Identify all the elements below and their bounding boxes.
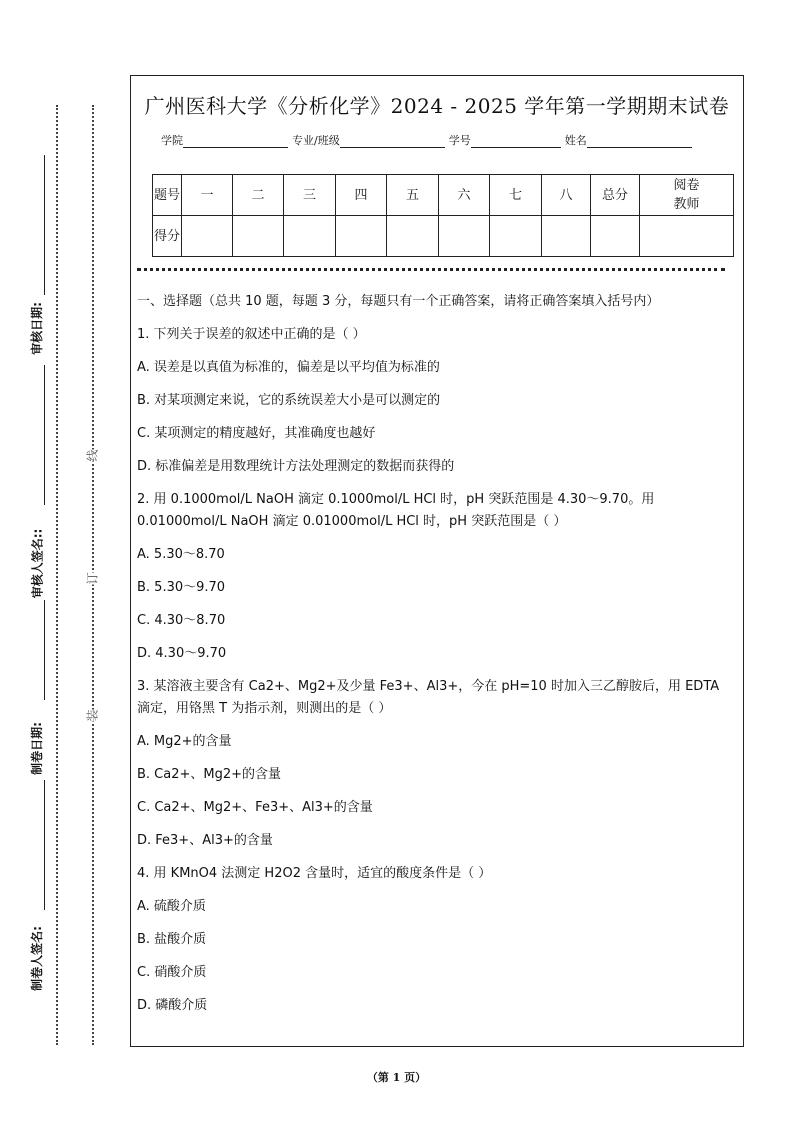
col-header: 阅卷教师 <box>640 175 734 216</box>
section-heading: 一、选择题（总共 10 题，每题 3 分，每题只有一个正确答案，请将正确答案填入括号内） <box>137 294 660 309</box>
col-header: 七 <box>490 175 542 216</box>
option: D. 4.30～9.70 <box>137 646 227 661</box>
student-info <box>161 132 696 148</box>
reviewer-sign-label: 审核人签名:: <box>30 528 45 599</box>
score-cell[interactable] <box>591 216 640 257</box>
option: B. 盐酸介质 <box>137 932 207 947</box>
binding-char: 装 <box>85 709 100 722</box>
option: A. 误差是以真值为标准的，偏差是以平均值为标准的 <box>137 360 440 375</box>
option: B. Ca2+、Mg2+的含量 <box>137 767 282 782</box>
col-header: 五 <box>387 175 439 216</box>
score-cell[interactable] <box>439 216 490 257</box>
questions <box>137 291 727 1028</box>
dotted-line <box>56 105 58 1045</box>
option: A. 硫酸介质 <box>137 899 206 914</box>
id-label: 学号 <box>448 134 471 147</box>
major-field[interactable] <box>340 135 445 148</box>
option: D. Fe3+、Al3+的含量 <box>137 833 273 848</box>
exam-title: 广州医科大学《分析化学》2024 - 2025 学年第一学期期末试卷 <box>144 94 730 118</box>
score-table <box>152 174 734 257</box>
question: 3. 某溶液主要含有 Ca2+、Mg2+及少量 Fe3+、Al3+，今在 pH=10 时加入三乙醇胺后，用 EDTA 滴定，用铬黑 T 为指示剂，则测出的是（ ） <box>137 679 720 716</box>
score-cell[interactable] <box>284 216 336 257</box>
col-header: 六 <box>439 175 490 216</box>
page-number: （第 1 页） <box>366 1071 427 1084</box>
major-label: 专业/班级 <box>292 134 340 147</box>
score-cell[interactable] <box>336 216 387 257</box>
exam-frame <box>130 75 744 1047</box>
sign-line <box>44 600 45 700</box>
score-cell[interactable] <box>387 216 439 257</box>
binding-char: 订 <box>85 572 100 585</box>
score-cell[interactable] <box>640 216 734 257</box>
question: 1. 下列关于误差的叙述中正确的是（ ） <box>137 327 366 342</box>
row-label: 得分 <box>153 216 182 257</box>
dotted-separator <box>137 268 725 271</box>
name-label: 姓名 <box>564 134 587 147</box>
option: C. Ca2+、Mg2+、Fe3+、Al3+的含量 <box>137 800 373 815</box>
col-header: 四 <box>336 175 387 216</box>
name-field[interactable] <box>587 135 692 148</box>
col-header: 一 <box>182 175 233 216</box>
college-label: 学院 <box>161 134 183 147</box>
col-header: 总分 <box>591 175 640 216</box>
question: 2. 用 0.1000mol/L NaOH 滴定 0.1000mol/L HCl 时，pH 突跃范围是 4.30～9.70。用 0.01000mol/L NaOH 滴定 0.01000mol/L HCl 时，pH 突跃范围是（ ） <box>137 492 655 529</box>
option: A. Mg2+的含量 <box>137 734 232 749</box>
college-field[interactable] <box>183 135 288 148</box>
row-label: 题号 <box>153 175 182 216</box>
sign-line <box>44 780 45 910</box>
binding-char: 线 <box>85 449 100 462</box>
option: C. 某项测定的精度越好，其准确度也越好 <box>137 426 376 441</box>
option: D. 磷酸介质 <box>137 998 208 1013</box>
option: C. 4.30～8.70 <box>137 613 226 628</box>
score-cell[interactable] <box>542 216 591 257</box>
col-header: 三 <box>284 175 336 216</box>
option: B. 5.30～9.70 <box>137 580 226 595</box>
score-cell[interactable] <box>490 216 542 257</box>
option: A. 5.30～8.70 <box>137 547 225 562</box>
sign-line <box>44 365 45 505</box>
question: 4. 用 KMnO4 法测定 H2O2 含量时，适宜的酸度条件是（ ） <box>137 866 492 881</box>
make-date-label: 制卷日期: <box>29 722 44 775</box>
review-date-label: 审核日期: <box>29 302 44 355</box>
option: C. 硝酸介质 <box>137 965 207 980</box>
option: B. 对某项测定来说，它的系统误差大小是可以测定的 <box>137 393 441 408</box>
maker-sign-label: 制卷人签名: <box>29 926 44 991</box>
col-header: 二 <box>233 175 284 216</box>
option: D. 标准偏差是用数理统计方法处理测定的数据而获得的 <box>137 459 455 474</box>
score-cell[interactable] <box>182 216 233 257</box>
col-header: 八 <box>542 175 591 216</box>
id-field[interactable] <box>471 135 561 148</box>
score-cell[interactable] <box>233 216 284 257</box>
sign-line <box>44 155 45 295</box>
